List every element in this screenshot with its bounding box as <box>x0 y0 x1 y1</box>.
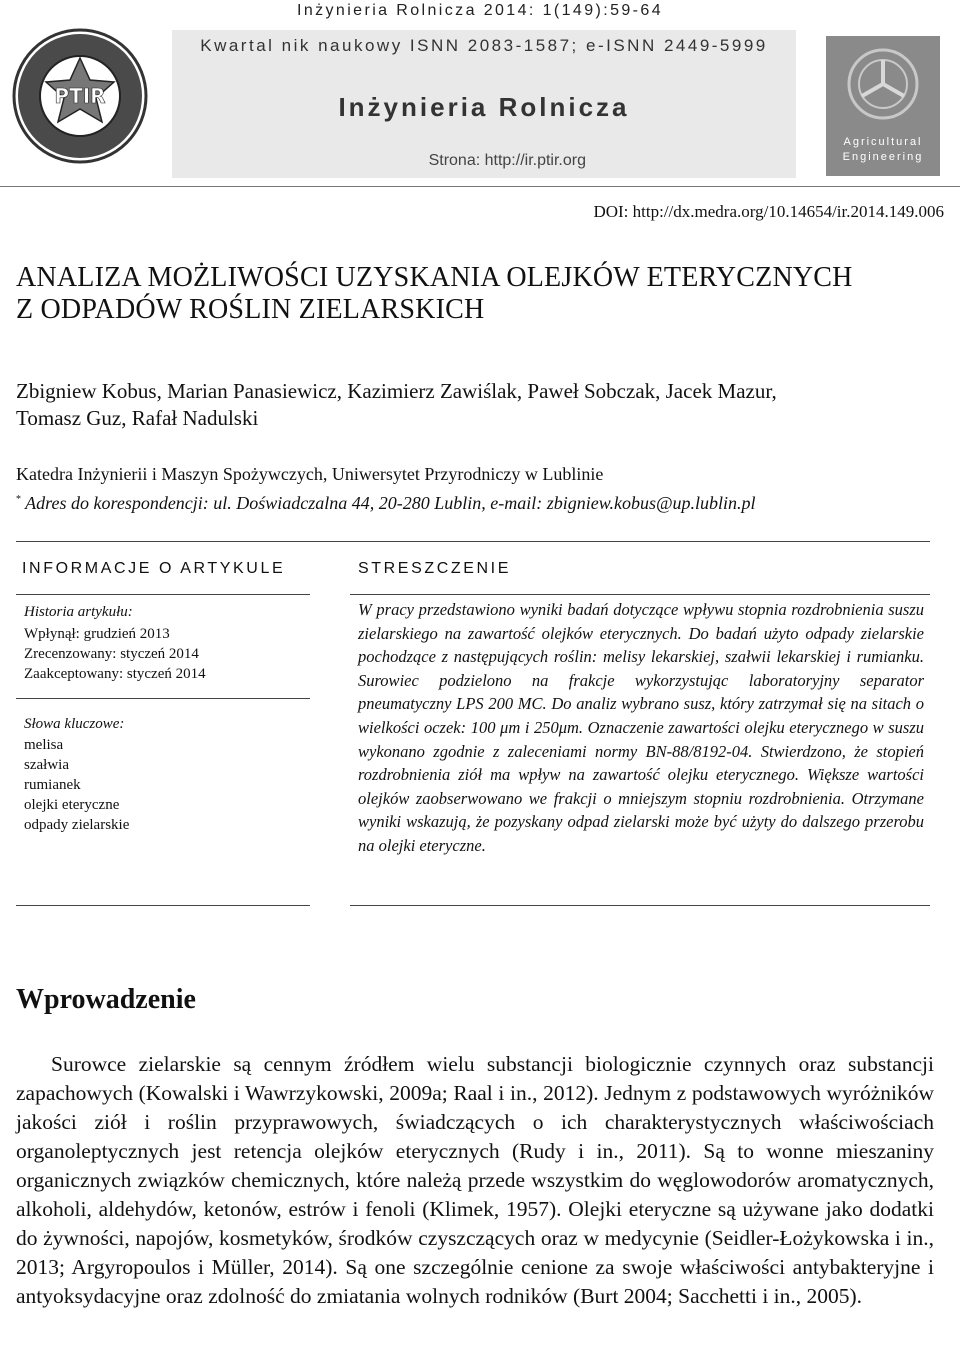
affiliation: Katedra Inżynierii i Maszyn Spożywczych, Uniwersytet Przyrodniczy w Lublinie <box>16 464 604 484</box>
running-head: Inżynieria Rolnicza 2014: 1(149):59-64 <box>296 2 664 19</box>
correspondence <box>16 488 936 515</box>
journal-banner <box>172 30 796 178</box>
svg-text:PTIR: PTIR <box>54 84 106 108</box>
info-heading: INFORMACJE O ARTYKULE <box>22 560 286 577</box>
divider-keywords <box>16 698 310 699</box>
keyword-item: olejki eteryczne <box>24 797 120 813</box>
keyword-item: melisa <box>24 737 64 753</box>
quarterly-issn: Kwartal nik naukowy ISNN 2083-1587; e-ISNN 2449-5999 <box>200 36 768 55</box>
history-received: Wpłynął: grudzień 2013 <box>24 626 170 642</box>
keyword-item: szałwia <box>24 757 69 773</box>
header-divider <box>0 186 960 187</box>
abstract-heading: STRESZCZENIE <box>358 560 511 577</box>
divider-info <box>16 594 310 595</box>
divider-info-bottom <box>16 905 310 906</box>
introduction-text: Surowce zielarskie są cennym źródłem wielu substancji biologicznie czynnych oraz substancji zapachowych (Kowalski i Wawrzykowski, 2009a; Raal i in., 2012). Jednym z podstawowych wyróżników jakości ziół i roślin przyprawowych, świadczących o ich charakterystycznych właściwościach organoleptycznych jest retencja olejków eterycznych (Rudy i in., 2011). Są to wonne mieszaniny organicznych związków chemicznych, które należą przede wszystkim do węglowodorów aromatycznych, alkoholi, aldehydów, ketonów, estrów i fenoli (Klimek, 1957). Olejki eteryczne są używane jako dodatki do żywności, napojów, kosmetyków, środków czyszczących oraz w medycynie (Seidler-Łożykowska i in., 2013; Argyropoulos i Müller, 2014). Są one szczególnie cenione za swoje właściwości antybakteryjne i antyoksydacyjne oraz zdolność do zmiatania wolnych rodników (Burt 2004; Sacchetti i in., 2005). <box>16 1052 934 1308</box>
agricultural-engineering-logo-icon <box>826 36 940 176</box>
history-accepted: Zaakceptowany: styczeń 2014 <box>24 666 206 682</box>
section-heading: Wprowadzenie <box>16 984 196 1015</box>
title-line-2: Z ODPADÓW ROŚLIN ZIELARSKICH <box>16 294 485 325</box>
authors <box>16 378 936 432</box>
journal-site[interactable]: Strona: http://ir.ptir.org <box>428 152 586 169</box>
doi-link[interactable]: DOI: http://dx.medra.org/10.14654/ir.2014.149.006 <box>593 202 944 221</box>
authors-line-2: Tomasz Guz, Rafał Nadulski <box>16 406 259 430</box>
journal-title: Inżynieria Rolnicza <box>338 92 630 122</box>
history-label: Historia artykułu: <box>24 604 133 620</box>
divider-abstract-bottom <box>350 905 930 906</box>
abstract-text: W pracy przedstawiono wyniki badań dotyczące wpływu stopnia rozdrobnienia suszu zielarskiego na zawartość olejków eterycznych. Do badań użyto odpady zielarskie pochodzące z następujących roślin: melisy lekarskiej, szałwii lekarskiej i rumianku. Surowiec podzielono na frakcje wykorzystując laboratoryjny separator pneumatyczny LPS 200 MC. Do analiz wybrano susz, który zatrzymał się na sitach o wielkości oczek: 100 μm i 250μm. Oznaczenie zawartości olejku eterycznego w suszu wykonano zgodnie z zaleceniami normy BN-88/8192-04. Stwierdzono, że stopień rozdrobnienia ziół ma wpływ na zawartość olejku eterycznego. Większe wartości olejków zaobserwowano we frakcji o mniejszym stopniu rozdrobnienia. Otrzymane wyniki wskazują, że pozyskany odpad zielarski może być użyty do dalszego przerobu na olejki eteryczne. <box>358 600 924 855</box>
logo-text-line1: Agricultural <box>843 136 923 148</box>
logo-text-line2: Engineering <box>842 151 924 163</box>
divider-abstract <box>350 594 930 595</box>
keyword-item: rumianek <box>24 777 81 793</box>
correspondence-text: Adres do korespondencji: ul. Doświadczalna 44, 20-280 Lublin, e-mail: zbigniew.kobus@up.lublin.pl <box>21 493 756 513</box>
divider-top <box>16 541 930 542</box>
ptir-seal-icon <box>12 28 148 164</box>
history-reviewed: Zrecenzowany: styczeń 2014 <box>24 646 199 662</box>
keywords-label: Słowa kluczowe: <box>24 716 125 732</box>
authors-line-1: Zbigniew Kobus, Marian Panasiewicz, Kazimierz Zawiślak, Paweł Sobczak, Jacek Mazur, <box>16 379 777 403</box>
title-line-1: ANALIZA MOŻLIWOŚCI UZYSKANIA OLEJKÓW ETERYCZNYCH <box>16 262 853 293</box>
correspondence-mark: * <box>16 494 21 505</box>
article-title <box>16 262 936 326</box>
keyword-item: odpady zielarskie <box>24 817 130 833</box>
